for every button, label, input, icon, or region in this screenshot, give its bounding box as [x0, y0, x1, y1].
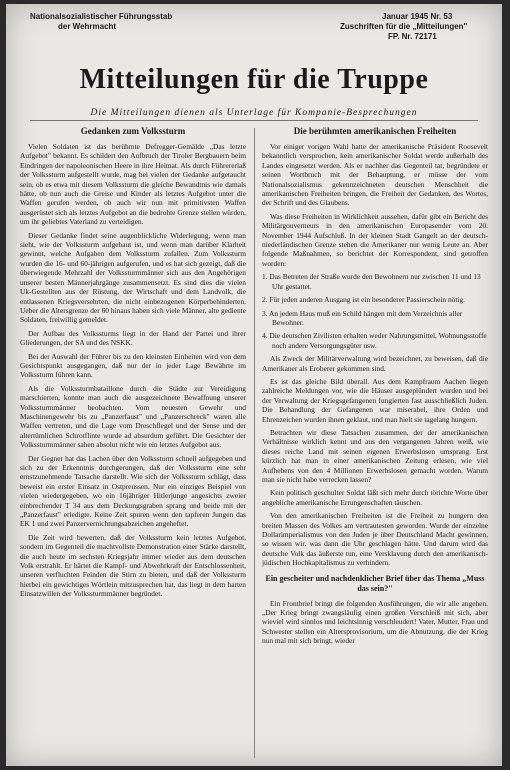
- left-paragraph: Der Aufbau des Volkssturms liegt in der Hand der Partei und ihrer Gliederungen, der SA und des NSKK.: [20, 328, 246, 348]
- right-column: [262, 126, 488, 762]
- right-paragraph: Ein Frontbrief bringt die folgenden Ausführungen, die wir alle angehen. „Der Krieg bringt zwangsläufig einen großen Verschleiß mit sich, aber wieviel wird sinnlos und leichtsinnig verschleudert! Vater, Mutter, Frau und Schwester stellen ein Altersprovisorium, um die Abnutzung, die der Krieg nun mal mit sich bringt, wieder: [262, 598, 488, 646]
- right-column-heading: Die berühmten amerikanischen Freiheiten: [293, 126, 457, 136]
- page-subtitle: Die Mitteilungen dienen als Unterlage für Kompanie-Besprechungen: [90, 108, 418, 118]
- left-paragraph: Vielen Soldaten ist das berühmte Defregger-Gemälde „Das letzte Aufgebot" bekannt. Es schildert den Aufbruch der Tiroler Bergbauern beim Eindringen der napoleonischen Heere in ihre Heimat. Als durch Führererlaß der Volkssturm aufgestellt wurde, mag bei vielen der Gedanke aufgetaucht sein, ob es etwa mit diesem Volkssturm die gleiche Bewandtnis wie damals hätte, ob nun auch die Greise und Kinder als letztes Aufgebot unter die Waffen gerufen werden, ob auch wir nun mit primitivsten Waffen ausgerüstet sich als letztes Aufgebot an die bedrohte Grenze stellen würden, um ihr geliebtes Vaterland zu verteidigen.: [20, 142, 246, 227]
- list-item: 2. Für jeden anderen Ausgang ist ein besonderer Passierschein nötig.: [262, 295, 465, 305]
- list-item: 3. An jedem Haus muß ein Schild hängen mit dem Verzeichnis aller Bewohner.: [262, 308, 463, 327]
- issue-date: Januar 1945 Nr. 53: [382, 12, 453, 21]
- left-paragraph: Als die Volkssturmbataillone durch die Städte zur Vereidigung marschierten, konnte man auch die ausgezeichnete Bewaffnung unserer Volkssturmmänner beobachten. Vom neuesten Gewehr und Maschinengewehr bis zu „Panzerfaust" und „Panzerschreck" waren alle Waffen vertreten, und die Lage vom Dreschflegel und der Sense und der altertümlichen Schrotflinte wurde ad absurdum geführt. Die Gesichter der Volkssturmmänner sahen absolut nicht wie ein letztes Aufgebot aus.: [20, 383, 246, 450]
- list-item: 4. Die deutschen Zivilisten erhalten weder Nahrungsmittel, Wohnungsstoffe noch andere Versorgungsgüter usw.: [262, 331, 487, 350]
- submission-address: Zuschriften für die „Mitteilungen": [340, 22, 468, 31]
- left-paragraph: Die Zeit wird bewerten, daß der Volkssturm kein letztes Aufgebot, sondern im Gegenteil die machtvollste Demonstration einer Stärke darstellt, die auch heute im sechsten Kriegsjahr immer wieder aus dem deutschen Volk erstrahlt. Er härtet die Kampf- und Abwehrkraft der Entschlossenheit, unseren verfluchten Feinden die Stirn zu bieten, und daß der Volkssturm hierbei ein gewichtiges Wörtlein mitzusprechen hat, das liegt in dem harten Einsatzwillen der Volkssturmmänner begründet.: [20, 532, 246, 599]
- right-paragraph: Vor einiger vorigen Wahl hatte der amerikanische Präsident Roosevelt bekanntlich versprochen, kein amerikanischer Soldat werde außerhalb des Landes eingesetzt werden. Als er nachher das Gegenteil tat, begründete er seinen Wortbruch mit der Behauptung, er müsse der vom Nationalsozialismus gekennzeichneten deutschen Menschheit die amerikanischen Freiheiten bringen, die Freiheit der Gedanken, des Wortes, der Schrift und des Glaubens.: [262, 142, 488, 208]
- issuer-line-1: Nationalsozialistischer Führungsstab: [30, 12, 173, 21]
- left-column: [20, 126, 246, 762]
- right-paragraph: Betrachten wir diese Tatsachen zusammen, der der amerikanischen Verhältnisse wirklich kennt und aus den vergangenen Jahren weiß, wie dieses reiche Land mit seinen eigenen Erwerbslosen umsprang. Erst kürzlich hat man in einer amerikanischen Zeitung erlesen, wie viel Aufhebens von den 4 Millionen Erwerbslosen gemacht worden. Warum man sie nicht habe verrecken lassen?: [262, 427, 488, 484]
- issuer-block: [30, 12, 172, 32]
- issue-info-block: [340, 12, 467, 42]
- left-column-heading: Gedanken zum Volkssturm: [80, 126, 186, 136]
- right-paragraph: Was diese Freiheiten in Wirklichkeit aussehen, dafür gibt ein Bericht des Militärgouverneurs in den amerikanischen Europasender vom 20. November 1944 Aufschluß. In der kleinen Stadt Gangelt an der deutsch-niederländischen Grenze stehen die Amerikaner nur wenig Leute an. Aber folgende Maßnahmen, so berichtet der Korrespondent, sind getroffen worden:: [262, 211, 488, 268]
- right-paragraph: Als Zweck der Militärverwaltung wird bezeichnet, zu beweisen, daß die Amerikaner als Eroberer gekommen sind.: [262, 354, 488, 373]
- page-title: Mitteilungen für die Truppe: [79, 64, 429, 95]
- right-paragraph: Kein politisch geschulter Soldat läßt sich mehr durch törichte Worte über angebliche amerikanische Errungenschaften täuschen.: [262, 488, 488, 507]
- left-paragraph: Bei der Auswahl der Führer bis zu den kleinsten Einheiten wird von dem Gesichtspunkt ausgegangen, daß nur der in jeder Lage Bewährte im Volkssturm führen kann.: [20, 351, 246, 380]
- left-paragraph: Dieser Gedanke findet seine augenblickliche Widerlegung, wenn man sieht, wie der Volkssturm aufgebaut ist, und wenn man darüber Klarheit gewinnt, welche Aufgaben dem Volkssturm zufallen. Zum Volkssturm wurden die 16- und 60-jährigen aufgerufen, und es hat sich gezeigt, daß die überwiegende Mehrzahl der Volkssturmmänner sich aus den Angehörigen unserer besten Männerjahrgänge zusammensetzt. Es sind dies die vielen Uk-Gestellten aus der Rüstung, der Wirtschaft und dem Landvolk, die entlassenen Kriegsversehrten, die nicht einbezogenen Körperbehinderten. Ueber die Altersgrenze der 60 hinaus haben sich viele Männer, alte gediente Soldaten, freiwillig gemeldet.: [20, 230, 246, 325]
- column-divider: [254, 128, 255, 758]
- field-post-number: FP. Nr. 72171: [388, 32, 437, 41]
- right-paragraph: Es ist das gleiche Bild überall. Aus dem Kampfraum Aachen liegen zahlreiche Meldungen vor, wie die Häuser ausgeplündert wurden und bei der Verwaltung der Kriegsgefangenen fungierten fast ausschließlich Juden. Die Behandlung der Gefangenen war miserabel, ihre Orden und Ehrenzeichen wurden ihnen geklaut, und man hielt sie tagelang hungern.: [262, 376, 488, 424]
- left-paragraph: Der Gegner hat das Lachen über den Volkssturm schnell aufgegeben und sich zu der Erkenntnis durchgerungen, daß der Volkssturm eine sehr ernstzunehmende Tatsache darstellt. Wie sich der Volkssturm schlägt, dass beweist ein erster Einsatz in Ostpreussen. Nur ein einziges Beispiel von vielen wiedergegeben, wo ein 16jähriger Hitlerjunge angesichts zweier einbrechender T 34 aus dem Deckungsgraben sprang und beide mit der „Panzerfaust" erledigte. Keine Zeit spuren wenn den tapferen Jungen das EK 1 und zwei Panzervernichtungsabzeichen angeheftet.: [20, 453, 246, 529]
- right-paragraph: Von den amerikanischen Freiheiten ist die Freiheit zu hungern den breiten Massen des Volkes am vertrautesten geworden. Wurde der einzelne Dollarimperialismus von den Juden je über Deutschland Macht gewinnen, so wissen wir, was dann die Uhr geschlagen hätte. Und darum wird das deutsche Volk das äußerste tun, eine Versklavung durch den amerikanisch-jüdischen Hochkapitalismus zu verhindern.: [262, 511, 488, 568]
- issuer-line-2: der Wehrmacht: [58, 22, 117, 31]
- list-item: 1. Das Betreten der Straße wurde den Bewohnern nur zwischen 11 und 13 Uhr gestattet.: [262, 272, 481, 291]
- letter-heading: Ein gescheiter und nachdenklicher Brief über das Thema „Muss das sein?": [265, 573, 485, 593]
- document-sheet: [6, 4, 502, 766]
- header-rule: [30, 120, 478, 121]
